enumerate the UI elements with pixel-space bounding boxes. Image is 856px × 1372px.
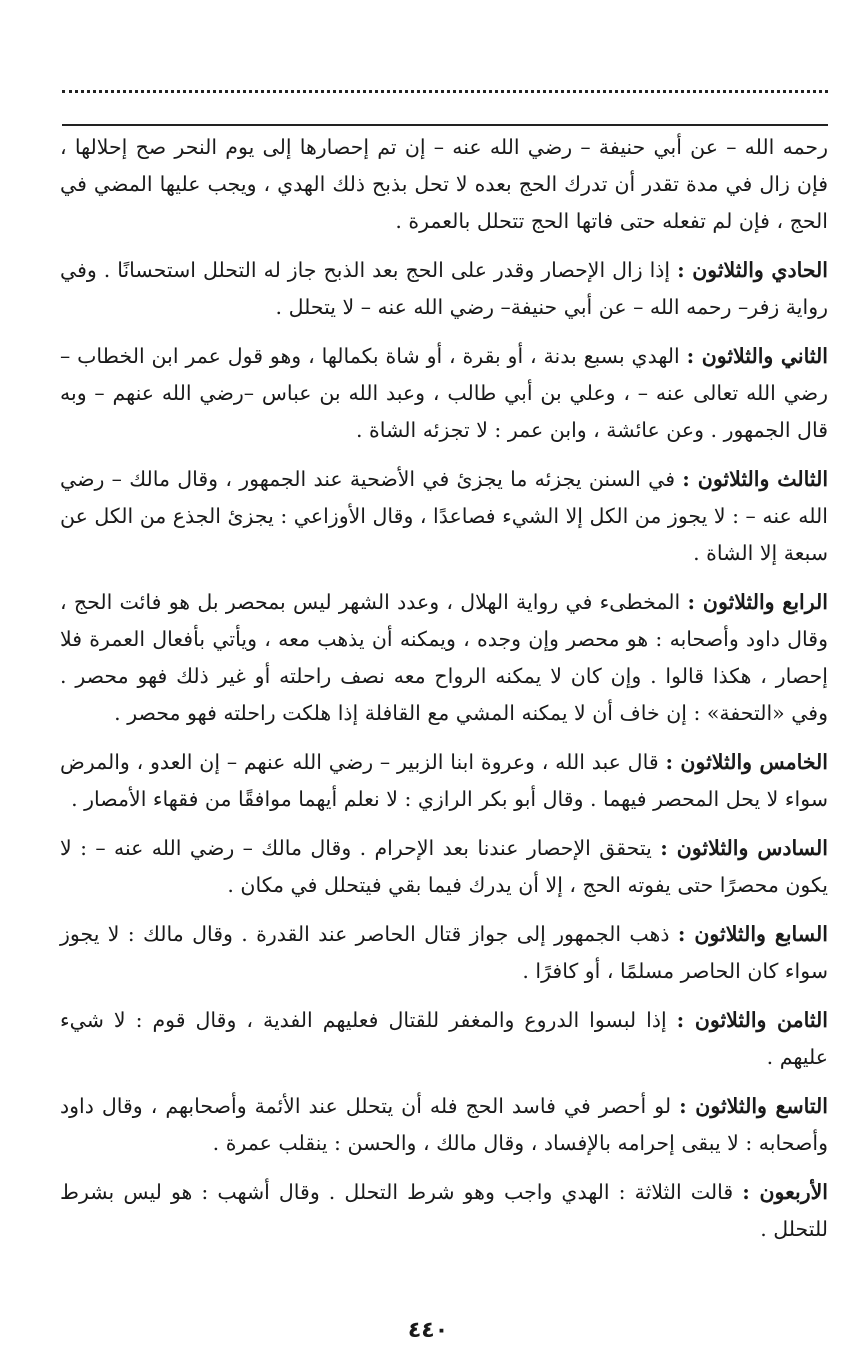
paragraph-lead: الثالث والثلاثون : — [682, 467, 829, 491]
paragraph-text: قال عبد الله ، وعروة ابنا الزبير – رضي الله عنهم – إن العدو ، والمرض سواء لا يحل المحصر فيهما . وقال أبو بكر الرازي : لا نعلم أيهما موافقًا من فقهاء الأمصار . — [60, 750, 828, 811]
paragraph-lead: الخامس والثلاثون : — [665, 750, 828, 774]
paragraph-35 — [60, 744, 828, 818]
paragraph-31 — [60, 252, 828, 326]
paragraph-text: إذا لبسوا الدروع والمغفر للقتال فعليهم الفدية ، وقال قوم : لا شيء عليهم . — [60, 1008, 828, 1069]
paragraph-32 — [60, 338, 828, 449]
paragraph-text: المخطىء في رواية الهلال ، وعدد الشهر ليس بمحصر بل هو فائت الحج ، وقال داود وأصحابه : هو محصر وإن وجده ، ويمكنه أن يذهب معه ، ويأتي بأفعال العمرة فلا إحصار ، هكذا قالوا . وإن كان لا يمكنه الرواح معه نصف راحلته أو غير ذلك فهو محصر . وفي «التحفة» : إن خاف أن لا يمكنه المشي مع القافلة إذا هلكت راحلته فهو محصر . — [60, 590, 828, 725]
paragraph-36 — [60, 830, 828, 904]
paragraph-text: الهدي بسبع بدنة ، أو بقرة ، أو شاة بكمالها ، وهو قول عمر ابن الخطاب – رضي الله تعالى عنه – ، وعلي بن أبي طالب ، وعبد الله بن عباس –رضي الله عنهم – وبه قال الجمهور . وعن عائشة ، وابن عمر : لا تجزئه الشاة . — [60, 344, 828, 442]
paragraph-text: يتحقق الإحصار عندنا بعد الإحرام . وقال مالك – رضي الله عنه – : لا يكون محصرًا حتى يفوته الحج ، إلا أن يدرك فيما بقي فيتحلل في مكان . — [60, 836, 828, 897]
paragraph-lead: الأربعون : — [742, 1180, 828, 1204]
paragraph-lead: السابع والثلاثون : — [677, 922, 828, 946]
paragraph-lead: الثامن والثلاثون : — [676, 1008, 828, 1032]
paragraph-text: في السنن يجزئه ما يجزئ في الأضحية عند الجمهور ، وقال مالك – رضي الله عنه – : لا يجوز من الكل إلا الشيء فصاعدًا ، وقال الأوزاعي : يجزئ الجذع من الكل عن سبعة إلا الشاة . — [60, 467, 828, 565]
page-body — [60, 129, 828, 1260]
paragraph-lead: الثاني والثلاثون : — [686, 344, 828, 368]
paragraph-text: إذا زال الإحصار وقدر على الحج بعد الذبح جاز له التحلل استحسانًا . وفي رواية زفر– رحمه الله – عن أبي حنيفة– رضي الله عنه – لا يتحلل . — [60, 258, 828, 319]
paragraph-39 — [60, 1088, 828, 1162]
paragraph-lead: السادس والثلاثون : — [660, 836, 828, 860]
header-separator-rule — [62, 124, 828, 126]
paragraph-text: لو أحصر في فاسد الحج فله أن يتحلل عند الأئمة وأصحابهم ، وقال داود وأصحابه : لا يبقى إحرامه بالإفساد ، وقال مالك ، والحسن : ينقلب عمرة . — [60, 1094, 828, 1155]
paragraph-continuation — [60, 129, 828, 240]
paragraph-lead: الحادي والثلاثون : — [677, 258, 828, 282]
header-dotted-rule — [62, 90, 828, 93]
paragraph-text: ذهب الجمهور إلى جواز قتال الحاصر عند القدرة . وقال مالك : لا يجوز سواء كان الحاصر مسلمًا ، أو كافرًا . — [60, 922, 828, 983]
paragraph-text: رحمه الله – عن أبي حنيفة – رضي الله عنه – إن تم إحصارها إلى يوم النحر صح إحلالها ، فإن زال في مدة تقدر أن تدرك الحج بعده لا تحل بذبح ذلك الهدي ، ويجب عليها المضي في الحج ، فإن لم تفعله حتى فاتها الحج تتحلل بالعمرة . — [60, 135, 828, 233]
paragraph-37 — [60, 916, 828, 990]
paragraph-38 — [60, 1002, 828, 1076]
paragraph-34 — [60, 584, 828, 732]
paragraph-40 — [60, 1174, 828, 1248]
paragraph-33 — [60, 461, 828, 572]
paragraph-lead: التاسع والثلاثون : — [679, 1094, 828, 1118]
paragraph-lead: الرابع والثلاثون : — [687, 590, 828, 614]
page-number: ٤٤٠ — [407, 1318, 449, 1343]
paragraph-text: قالت الثلاثة : الهدي واجب وهو شرط التحلل . وقال أشهب : هو ليس بشرط للتحلل . — [60, 1180, 828, 1241]
